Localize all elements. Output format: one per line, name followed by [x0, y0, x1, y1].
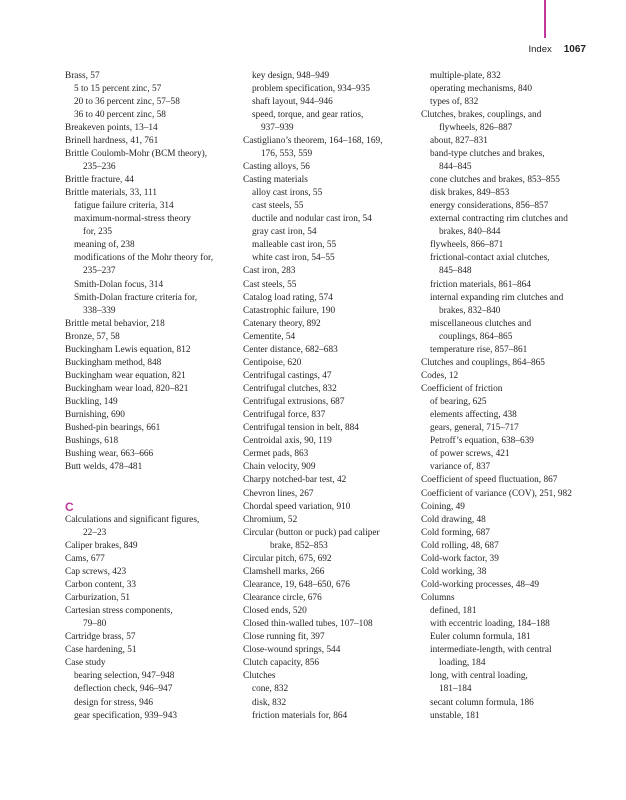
index-entry: Clearance, 19, 648–650, 676 [243, 579, 350, 590]
index-entry: Cold-working processes, 48–49 [421, 579, 540, 590]
index-subentry: temperature rise, 857–861 [430, 344, 528, 355]
index-subentry: external contracting rim clutches and [430, 214, 568, 225]
index-continuation: 79–80 [83, 619, 107, 630]
index-entry: Centrifugal force, 837 [243, 410, 326, 421]
index-subentry: shaft layout, 944–946 [252, 96, 333, 107]
index-subentry: variance of, 837 [430, 462, 491, 473]
index-subentry: key design, 948–949 [252, 70, 330, 81]
index-entry: Cermet pads, 863 [243, 449, 309, 460]
index-subentry: frictional-contact axial clutches, [430, 253, 550, 264]
index-column-1 [65, 70, 241, 723]
index-entry: Buckingham method, 848 [65, 357, 162, 368]
index-entry: Cartridge brass, 57 [65, 632, 136, 643]
index-entry: Coefficient of friction [421, 384, 503, 394]
index-entry: Coefficient of variance (COV), 251, 982 [421, 488, 572, 499]
index-subentry: fatigue failure criteria, 314 [74, 201, 174, 212]
index-entry: Bushings, 618 [65, 436, 119, 447]
index-continuation: 937–939 [261, 122, 294, 133]
index-entry: Cams, 677 [65, 553, 105, 564]
index-entry: Centrifugal extrusions, 687 [243, 397, 345, 408]
index-entry: Chordal speed variation, 910 [243, 501, 351, 512]
section-spacer [65, 474, 241, 487]
section-label: Index [528, 44, 552, 55]
index-subentry: internal expanding rim clutches and [430, 292, 564, 303]
index-subentry: Petroff’s equation, 638–639 [430, 436, 534, 447]
index-entry: Brinell hardness, 41, 761 [65, 135, 159, 146]
index-continuation: 176, 553, 559 [261, 148, 313, 159]
index-entry: Clutch capacity, 856 [243, 658, 320, 669]
index-subentry: with eccentric loading, 184–188 [430, 619, 550, 630]
index-subentry: white cast iron, 54–55 [252, 253, 335, 264]
index-subentry: multiple-plate, 832 [430, 70, 501, 81]
index-subentry: bearing selection, 947–948 [74, 671, 175, 682]
index-entry: Breakeven points, 13–14 [65, 122, 158, 133]
index-subentry: band-type clutches and brakes, [430, 148, 545, 159]
index-entry: Cap screws, 423 [65, 566, 127, 577]
index-subentry: about, 827–831 [430, 135, 488, 146]
index-entry: Burnishing, 690 [65, 410, 125, 421]
index-entry: Codes, 12 [421, 370, 459, 381]
index-subentry: gear specification, 939–943 [74, 710, 178, 721]
index-entry: Centrifugal clutches, 832 [243, 384, 337, 394]
index-subentry: long, with central loading, [430, 671, 528, 682]
index-entry: Brass, 57 [65, 70, 100, 81]
index-entry: Brittle fracture, 44 [65, 175, 134, 185]
index-entry: Clearance circle, 676 [243, 593, 322, 603]
index-subentry: of bearing, 625 [430, 397, 487, 408]
index-subentry: alloy cast irons, 55 [252, 188, 323, 199]
index-subentry: design for stress, 946 [74, 697, 154, 708]
index-subentry: disk, 832 [252, 697, 287, 708]
index-entry: Closed ends, 520 [243, 606, 307, 617]
index-entry: Brittle materials, 33, 111 [65, 188, 158, 199]
index-continuation: for, 235 [83, 227, 113, 238]
index-entry: Close-wound springs, 544 [243, 645, 341, 656]
index-entry: Cold rolling, 48, 687 [421, 540, 499, 551]
index-subentry: intermediate-length, with central [430, 645, 552, 656]
index-entry: Cold-work factor, 39 [421, 553, 499, 564]
index-subentry: meaning of, 238 [74, 240, 135, 251]
index-continuation: flywheels, 826–887 [439, 122, 513, 133]
section-spacer [65, 488, 241, 501]
running-head [529, 44, 587, 55]
index-entry: Closed thin-walled tubes, 107–108 [243, 619, 373, 630]
index-entry: Circular (button or puck) pad caliper [243, 527, 380, 538]
index-continuation: brakes, 832–840 [439, 305, 501, 316]
index-entry: Charpy notched-bar test, 42 [243, 475, 347, 486]
index-entry: Clutches [243, 671, 276, 682]
index-subentry: ductile and nodular cast iron, 54 [252, 214, 372, 225]
index-column-2 [243, 70, 419, 723]
index-entry: Buckling, 149 [65, 397, 118, 408]
index-subentry: malleable cast iron, 55 [252, 240, 337, 251]
index-column-3 [421, 70, 597, 723]
index-entry: Chevron lines, 267 [243, 488, 314, 499]
index-subentry: maximum-normal-stress theory [74, 214, 191, 225]
index-continuation: 845–848 [439, 266, 472, 277]
index-entry: Close running fit, 397 [243, 632, 325, 643]
index-entry: Bushed-pin bearings, 661 [65, 423, 161, 434]
index-continuation: 338–339 [83, 305, 116, 316]
page-number: 1067 [563, 44, 586, 55]
index-entry: Brittle metal behavior, 218 [65, 318, 165, 329]
index-entry: Buckingham wear equation, 821 [65, 370, 186, 381]
index-subentry: deflection check, 946–947 [74, 684, 173, 695]
index-entry: Carburization, 51 [65, 593, 131, 603]
index-subentry: gears, general, 715–717 [430, 423, 519, 434]
index-subentry: gray cast iron, 54 [252, 227, 317, 238]
index-entry: Buckingham Lewis equation, 812 [65, 344, 191, 355]
index-continuation: 844–845 [439, 161, 472, 172]
index-subentry: unstable, 181 [430, 710, 480, 721]
index-entry: Buckingham wear load, 820–821 [65, 384, 189, 394]
index-continuation: 235–236 [83, 161, 116, 172]
index-entry: Clutches, brakes, couplings, and [421, 109, 542, 120]
index-entry: Chromium, 52 [243, 514, 298, 525]
index-subentry: 36 to 40 percent zinc, 58 [74, 109, 166, 120]
index-entry: Centrifugal tension in belt, 884 [243, 423, 359, 434]
index-subentry: Euler column formula, 181 [430, 632, 531, 643]
index-entry: Brittle Coulomb-Mohr (BCM theory), [65, 148, 208, 159]
index-entry: Chain velocity, 909 [243, 462, 316, 473]
index-subentry: elements affecting, 438 [430, 410, 517, 421]
index-subentry: cone clutches and brakes, 853–855 [430, 175, 560, 185]
index-entry: Cartesian stress components, [65, 606, 173, 617]
index-subentry: of power screws, 421 [430, 449, 510, 460]
index-entry: Centrifugal castings, 47 [243, 370, 332, 381]
index-entry: Catastrophic failure, 190 [243, 305, 336, 316]
index-entry: Carbon content, 33 [65, 579, 137, 590]
index-entry: Clamshell marks, 266 [243, 566, 325, 577]
index-subentry: types of, 832 [430, 96, 479, 107]
index-entry: Cold working, 38 [421, 566, 487, 577]
index-entry: Cold drawing, 48 [421, 514, 486, 525]
index-subentry: 20 to 36 percent zinc, 57–58 [74, 96, 180, 107]
index-subentry: energy considerations, 856–857 [430, 201, 549, 212]
index-subentry: defined, 181 [430, 606, 477, 617]
index-subentry: flywheels, 866–871 [430, 240, 504, 251]
index-subentry: operating mechanisms, 840 [430, 83, 532, 94]
index-continuation: 181–184 [439, 684, 472, 695]
index-continuation: brake, 852–853 [270, 540, 328, 551]
index-subentry: speed, torque, and gear ratios, [252, 109, 364, 120]
index-subentry: 5 to 15 percent zinc, 57 [74, 83, 162, 94]
index-entry: Centipoise, 620 [243, 357, 302, 368]
index-entry: Case hardening, 51 [65, 645, 137, 656]
letter-heading: C [65, 499, 74, 514]
index-entry: Bushing wear, 663–666 [65, 449, 154, 460]
index-subentry: modifications of the Mohr theory for, [74, 253, 214, 264]
index-subentry: friction materials for, 864 [252, 710, 348, 721]
index-entry: Casting alloys, 56 [243, 161, 310, 172]
index-continuation: loading, 184 [439, 658, 486, 669]
index-subentry: friction materials, 861–864 [430, 279, 531, 290]
index-entry: Coining, 49 [421, 501, 465, 512]
index-entry: Catenary theory, 892 [243, 318, 321, 329]
accent-rule [544, 0, 546, 38]
index-entry: Catalog load rating, 574 [243, 292, 333, 303]
index-continuation: couplings, 864–865 [439, 331, 513, 342]
index-entry: Coefficient of speed fluctuation, 867 [421, 475, 558, 486]
index-subentry: Smith-Dolan fracture criteria for, [74, 292, 198, 303]
index-entry: Center distance, 682–683 [243, 344, 338, 355]
index-subentry: problem specification, 934–935 [252, 83, 370, 94]
index-entry: Butt welds, 478–481 [65, 462, 143, 473]
index-subentry: Smith-Dolan focus, 314 [74, 279, 164, 290]
index-subentry: cast steels, 55 [252, 201, 304, 212]
index-subentry: cone, 832 [252, 684, 289, 695]
index-entry: Cast iron, 283 [243, 266, 296, 277]
index-continuation: 235–237 [83, 266, 116, 277]
index-entry: Columns [421, 593, 455, 603]
index-entry: Case study [65, 658, 106, 669]
index-entry: Cementite, 54 [243, 331, 296, 342]
index-subentry: secant column formula, 186 [430, 697, 534, 708]
index-entry: Calculations and significant figures, [65, 514, 200, 525]
index-entry: Cold forming, 687 [421, 527, 490, 538]
index-entry: Caliper brakes, 849 [65, 540, 138, 551]
index-subentry: disk brakes, 849–853 [430, 188, 510, 199]
index-continuation: 22–23 [83, 527, 107, 538]
index-entry: Bronze, 57, 58 [65, 331, 120, 342]
index-entry: Castigliano’s theorem, 164–168, 169, [243, 135, 383, 146]
index-subentry: miscellaneous clutches and [430, 318, 532, 329]
index-entry: Cast steels, 55 [243, 279, 297, 290]
index-continuation: brakes, 840–844 [439, 227, 501, 238]
index-entry: Centroidal axis, 90, 119 [243, 436, 332, 447]
index-entry: Clutches and couplings, 864–865 [421, 357, 545, 368]
index-entry: Casting materials [243, 175, 308, 185]
index-entry: Circular pitch, 675, 692 [243, 553, 332, 564]
